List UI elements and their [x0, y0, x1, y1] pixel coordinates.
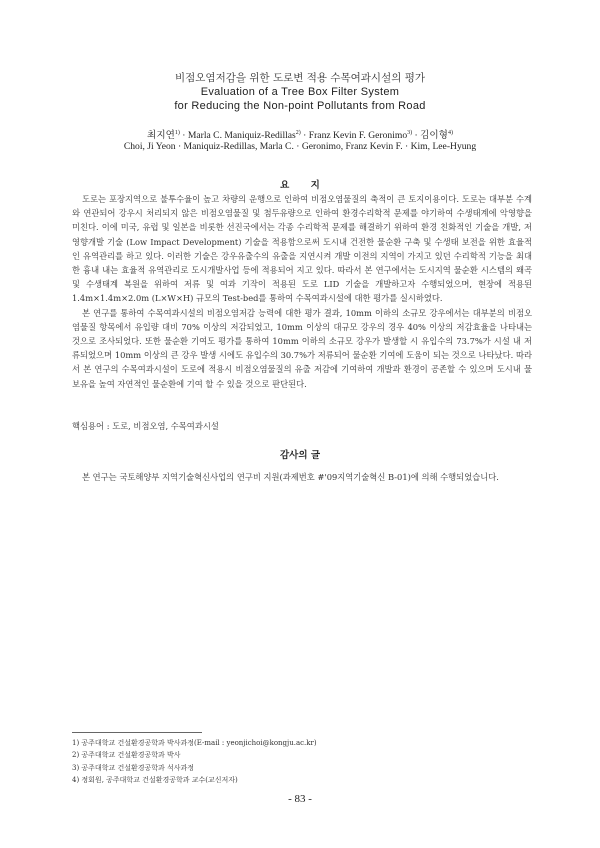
author-list-english: Choi, Ji Yeon · Maniquiz-Redillas, Marla C. · Geronimo, Franz Kevin F. · Kim, Lee-Hyung	[123, 141, 477, 152]
author-1-name: 최지연	[147, 130, 175, 141]
author-separator: ·	[300, 130, 309, 141]
keywords: 핵심용어 : 도로, 비점오염, 수목여과시설	[72, 421, 219, 431]
footnote-2: 2) 공주대학교 건설환경공학과 박사	[72, 751, 181, 760]
author-list-korean	[0, 127, 600, 141]
author-3-marker: 3)	[407, 129, 413, 136]
abstract-body	[72, 192, 532, 391]
author-4-name: 김이형	[420, 130, 448, 141]
author-separator: ·	[412, 130, 421, 141]
paper-title-english-line2: for Reducing the Non-point Pollutants from Road	[174, 100, 426, 112]
author-4-marker: 4)	[447, 129, 453, 136]
author-1-marker: 1)	[174, 129, 180, 136]
author-3-name: Franz Kevin F. Geronimo	[308, 130, 408, 141]
paper-title-english-line1: Evaluation of a Tree Box Filter System	[200, 86, 400, 98]
author-separator: ·	[179, 130, 188, 141]
author-2-marker: 2)	[295, 129, 301, 136]
footnotes	[72, 737, 317, 786]
paper-title-korean: 비점오염저감을 위한 도로변 적용 수목여과시설의 평가	[175, 72, 425, 84]
footnote-4: 4) 정회원, 공주대학교 건설환경공학과 교수(교신저자)	[72, 775, 238, 784]
footnote-3: 3) 공주대학교 건설환경공학과 석사과정	[72, 763, 195, 772]
page-number: - 83 -	[288, 793, 312, 805]
abstract-heading: 요 지	[280, 180, 320, 191]
author-2-name: Marla C. Maniquiz-Redillas	[187, 130, 296, 141]
abstract-paragraph-2: 본 연구를 통하여 수목여과시설의 비점오염저감 능력에 대한 평가 결과, 10mm 이하의 소규모 강우에서는 대부분의 비점오염물질 항목에서 유입량 대비 70% 이상의 저감되었고, 10mm 이상의 대규모 강우의 경우 40% 이상의 저감효율을 나타내는 것으로 조사되었다. 또한 물순환 기여도 평가를 통하여 10mm 이하의 소규모 강우가 발생할 시 유입수의 73.7%가 시설 내 저류되었으며 10mm 이상의 큰 강우 발생 시에도 유입수의 30.7%가 저류되어 물순환 기여에 도움이 되는 것으로 나타났다. 따라서 본 연구의 수목여과시설이 도로에 적용시 비점오염물질의 유출 저감에 기여하여 개발과 환경이 공존할 수 있으며 도시내 물 보유을 높여 자연적인 물순환에 기여 할 수 있을 것으로 판단된다.	[72, 307, 532, 389]
abstract-paragraph-1: 도로는 포장지역으로 불투수율이 높고 차량의 운행으로 인하여 비점오염물질의 축적이 큰 토지이용이다. 도로는 대부분 수계와 연관되어 강우시 처리되지 않은 비점오염물질 및 첨두유량으로 인하여 환경수리학적 문제를 야기하여 수생태계에 악영향을 미친다. 이에 미국, 유럽 및 일본을 비롯한 선진국에서는 각종 수리학적 문제를 해결하기 위하여 환경 친화적인 기술을 개발, 저영향개발 기술 (Low Impact Development) 기술을 적용함으로써 도시내 건전한 물순환 구축 및 수생태 보전을 위한 효율적인 유역관리를 하고 있다. 이러한 기술은 강우유출수의 유출을 지연시켜 개발 이전의 지역이 가지고 있던 수리학적 기능을 최대한 흉내 내는 효율적 유역관리로 도시개발사업 등에 적용되어 지고 있다. 따라서 본 연구에서는 도시지역 물순환 시스템의 왜곡 및 수생태계 복원을 위하여 저류 및 여과 기작이 적용된 도로 LID 기술을 개발하고자 수행되었으며, 현장에 적용된 1.4m×1.4m×2.0m (L×W×H) 규모의 Test-bed를 통하여 수목여과시설에 대한 평가를 실시하였다.	[72, 194, 532, 304]
footnote-divider	[72, 732, 202, 733]
acknowledgement-text: 본 연구는 국토해양부 지역기술혁신사업의 연구비 지원(과제번호 #'09지역기술혁신 B-01)에 의해 수행되었습니다.	[82, 472, 499, 482]
acknowledgement-heading: 감사의 글	[279, 450, 320, 461]
footnote-1: 1) 공주대학교 건설환경공학과 박사과정(E-mail : yeonjichoi@kongju.ac.kr)	[72, 739, 317, 747]
